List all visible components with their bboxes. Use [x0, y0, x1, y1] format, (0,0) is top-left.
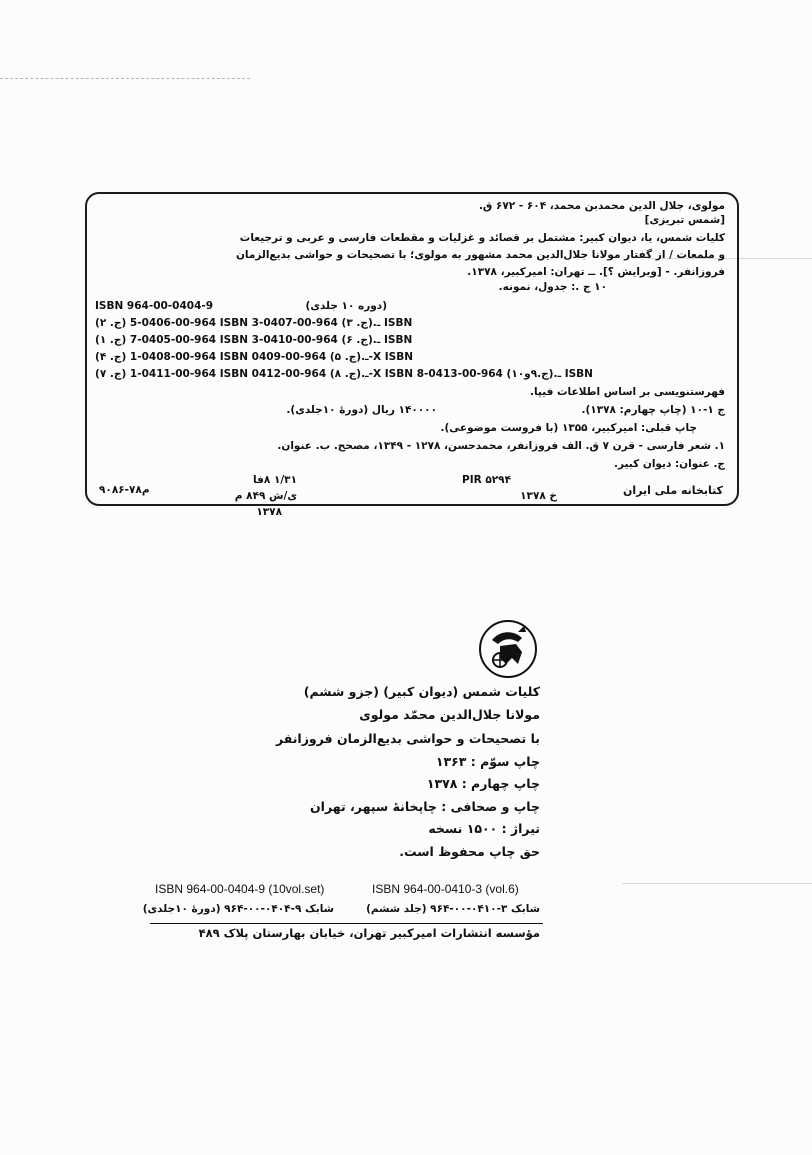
print-run: تیراژ : ۱۵۰۰ نسخه [428, 821, 540, 836]
book-editor: با تصحیحات و حواشی بدیع‌الزمان فروزانفر [275, 731, 540, 746]
isbn-set-latin: ISBN 964-00-0404-9 (10vol.set) [155, 882, 325, 896]
cip-title-line-1: کلیات شمس، یا، دیوان کبیر: مشتمل بر قصائد و غزلیات و مقطعات فارسی و عربی و ترجیعات [239, 232, 725, 244]
cip-library-name: کتابخانه ملی ایران [623, 484, 723, 497]
shabak-set: شابک ۹-۰۴۰۴-۰۰-۹۶۴ (دورهٔ ۱۰جلدی) [142, 903, 334, 915]
cip-imprint-line: فروزانفر. - [ویرایش ؟]. ــ تهران: امیرکبیر، ۱۳۷۸. [467, 266, 725, 278]
cip-title-line-2: و ملمعات / از گفتار مولانا جلال‌الدین محمد مشهور به مولوی؛ با تصحیحات و حواشی بدیع‌الزمان [235, 249, 725, 261]
scan-dash-top-left [0, 78, 250, 79]
cip-uniform-title-note: ج. عنوان: دیوان کبیر. [614, 458, 725, 470]
cip-class-year: خ ۱۳۷۸ [520, 490, 557, 502]
cip-isbn-row-3: (ج. ۴) 964-00-0408-1 ISBN ـ.(ج. ۵) 964-00-0409-X ISBN [95, 351, 414, 363]
cip-record-number: م۷۸-۹۰۸۶ [99, 484, 150, 496]
cip-isbn-set-label: (دوره ۱۰ جلدی) [305, 300, 387, 312]
publisher-address: مؤسسه انتشارات امیرکبیر تهران، خیابان بهارستان پلاک ۴۸۹ [198, 926, 540, 940]
cip-isbn-row-4: (ج. ۷) 964-00-0411-1 ISBN ـ.(ج. ۸) 964-00-0412-X ISBN ـ.(ج.۹و۱۰) 964-00-0413-8 ISBN [95, 368, 593, 380]
cip-note-fipa: فهرستنویسی بر اساس اطلاعات فیپا. [529, 386, 725, 398]
cip-note-edition: ج ۱-۱۰ (چاپ چهارم: ۱۳۷۸). [581, 404, 725, 416]
cip-record-card [85, 192, 739, 518]
third-printing: چاپ سوّم : ۱۳۶۳ [435, 754, 540, 769]
cip-isbn-row-1: (ج. ۲) 964-00-0406-5 ISBN ـ.(ج. ۳) 964-00-0407-3 ISBN [95, 317, 413, 329]
cip-isbn-set: ISBN 964-00-0404-9 [95, 300, 214, 312]
cip-collation: ۱۰ ج .: جدول، نمونه. [498, 281, 607, 293]
copyright-notice: حق چاپ محفوظ است. [399, 844, 540, 859]
cip-class-pir: PIR ۵۲۹۴ [462, 474, 511, 486]
fourth-printing: چاپ چهارم : ۱۳۷۸ [426, 776, 540, 791]
cip-dewey-2: ی/ش ۸۴۹ م [234, 490, 297, 502]
printer-binder: چاپ و صحافی : چاپخانهٔ سپهر، تهران [310, 799, 540, 814]
book-title: کلیات شمس (دیوان کبیر) (جزو ششم) [303, 684, 540, 699]
cip-dewey-1: ۱/۳۱ ۸فا [253, 474, 297, 486]
cip-dewey-3: ۱۳۷۸ [256, 506, 282, 518]
cip-isbn-row-2: (ج. ۱) 964-00-0405-7 ISBN ـ.(ج. ۶) 964-00-0410-3 ISBN [95, 334, 413, 346]
scan-line-right-2 [622, 883, 812, 884]
isbn-volume-latin: ISBN 964-00-0410-3 (vol.6) [372, 882, 519, 896]
cip-author-line: مولوی، جلال الدین محمدبن محمد، ۶۰۴ - ۶۷۲ ق. [478, 200, 725, 212]
cip-price: ۱۴۰۰۰۰ ریال (دورهٔ ۱۰جلدی). [286, 404, 437, 416]
publisher-logo [478, 618, 538, 680]
footer-divider [150, 923, 543, 924]
cip-subjects: ۱. شعر فارسی - قرن ۷ ق. الف فروزانفر، محمدحسن، ۱۲۷۸ - ۱۳۴۹، مصحح. ب. عنوان. [277, 440, 725, 452]
cip-uniform-title: [شمس تبریزی] [644, 214, 725, 226]
book-author: مولانا جلال‌الدین محمّد مولوی [359, 707, 540, 722]
cip-note-previous: چاپ قبلی: امیرکبیر، ۱۳۵۵ (با فروست موضوعی). [440, 422, 697, 434]
shabak-volume: شابک ۳-۰۴۱۰-۰۰-۹۶۴ (جلد ششم) [366, 903, 540, 915]
